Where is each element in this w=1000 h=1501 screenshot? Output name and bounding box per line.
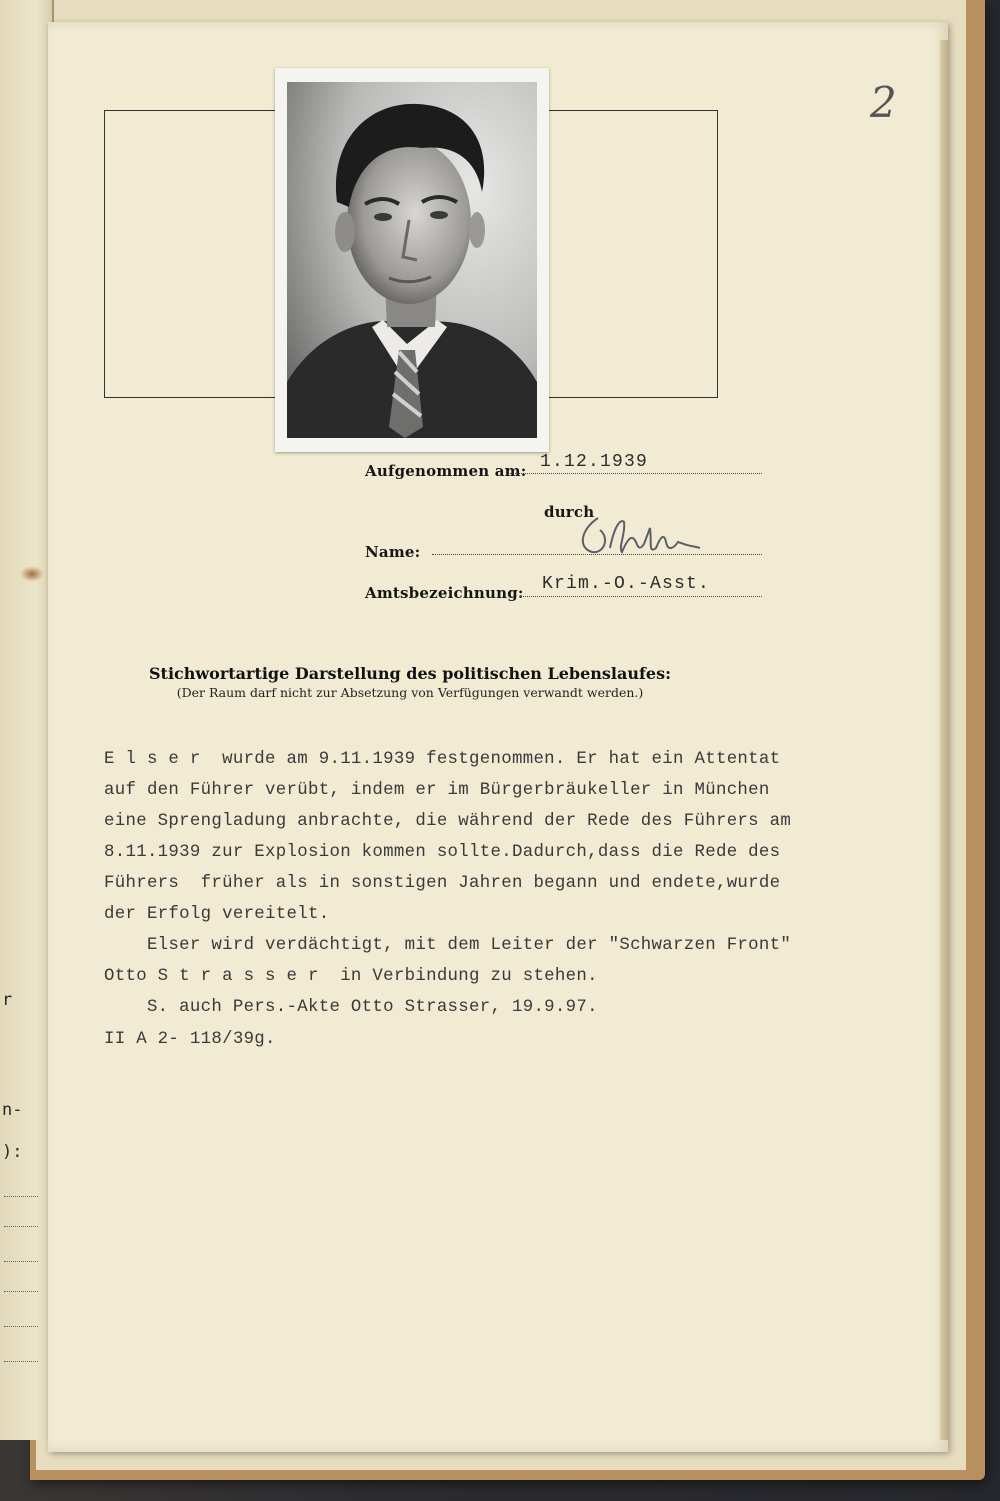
section-heading: Stichwortartige Darstellung des politischen Lebenslaufes:: [149, 664, 671, 683]
recorded-date-line: [510, 472, 762, 474]
left-page-mark: n-: [2, 1100, 23, 1120]
portrait-photo: [287, 82, 537, 438]
left-page-dotted-line: [4, 1325, 38, 1327]
biography-text: [104, 744, 914, 1023]
text-line: S. auch Pers.-Akte Otto Strasser, 19.9.97.: [104, 998, 598, 1017]
handwritten-signature: [570, 508, 720, 568]
text-line: Elser wird verdächtigt, mit dem Leiter der "Schwarzen Front": [104, 936, 792, 955]
text-line: eine Sprengladung anbrachte, die während der Rede des Führers am: [104, 812, 792, 831]
left-neighbour-page: [0, 0, 54, 1440]
page-number: 2: [870, 78, 897, 127]
official-title-label: Amtsbezeichnung:: [365, 584, 524, 602]
left-page-dotted-line: [4, 1290, 38, 1292]
text-line: auf den Führer verübt, indem er im Bürgerbräukeller in München: [104, 781, 770, 800]
text-line: der Erfolg vereitelt.: [104, 905, 330, 924]
recorded-by-label: durch: [544, 503, 595, 521]
text-line: Otto S t r a s s e r in Verbindung zu stehen.: [104, 967, 598, 986]
left-page-dotted-line: [4, 1360, 38, 1362]
photo-mount: [275, 68, 549, 452]
rust-stain: [20, 566, 44, 582]
text-line: Führers früher als in sonstigen Jahren begann und endete,wurde: [104, 874, 781, 893]
left-page-mark: ):: [2, 1142, 23, 1162]
file-reference: II A 2- 118/39g.: [104, 1030, 276, 1049]
official-title-value: Krim.-O.-Asst.: [542, 574, 711, 594]
left-page-dotted-line: [4, 1225, 38, 1227]
name-label: Name:: [365, 543, 421, 561]
recorded-date-value: 1.12.1939: [540, 452, 649, 472]
left-page-mark: r: [2, 990, 13, 1010]
left-page-dotted-line: [4, 1195, 38, 1197]
page-edge: [940, 40, 948, 1440]
left-page-dotted-line: [4, 1260, 38, 1262]
official-title-line: [520, 595, 762, 597]
portrait-image: [287, 82, 537, 438]
recorded-date-label: Aufgenommen am:: [365, 462, 527, 480]
text-line: E l s e r wurde am 9.11.1939 festgenommen. Er hat ein Attentat: [104, 750, 781, 769]
text-line: 8.11.1939 zur Explosion kommen sollte.Dadurch,dass die Rede des: [104, 843, 781, 862]
section-subheading: (Der Raum darf nicht zur Absetzung von Verfügungen verwandt werden.): [176, 685, 644, 700]
